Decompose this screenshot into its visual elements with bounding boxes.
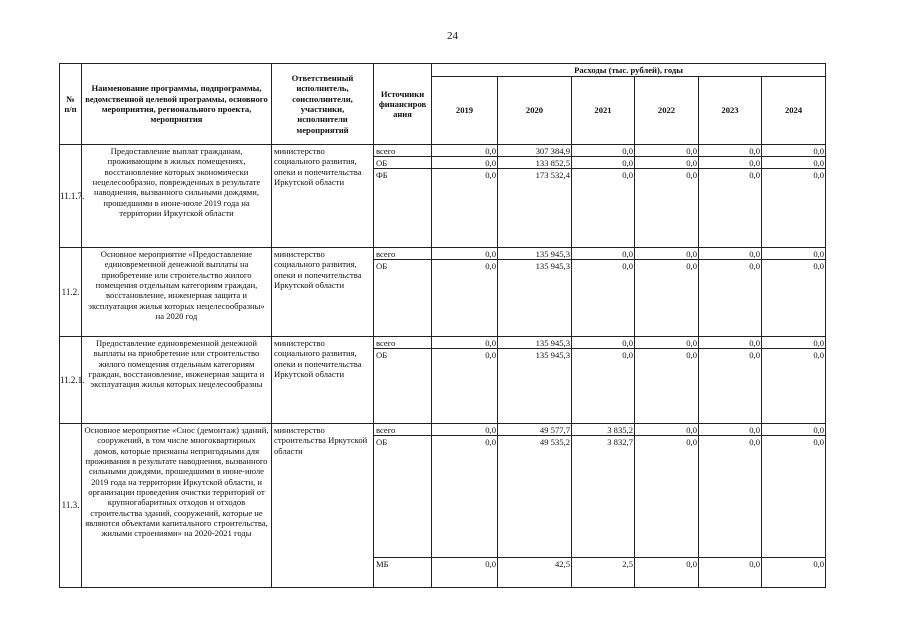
amount-value: 0,0	[762, 337, 825, 349]
amount-value: 0,0	[432, 248, 497, 260]
value-cell	[432, 337, 498, 424]
amount-value: 0,0	[635, 157, 698, 169]
value-cell	[432, 145, 498, 248]
row-name: Основное мероприятие «Снос (демонтаж) зданий, сооружений, в том числе многоквартирных домов, которые признаны непригодными для проживания в результате наводнения, вызванного сильными дождями, прошедшими в июне-июле 2019 года на территории Иркутской области, и организации проведения очистки территорий от крупногабаритных отходов и отходов строительства зданий, сооружений, которые не являются объектами капитального строительства, жилыми строениями» на 2020-2021 годы	[82, 424, 272, 588]
amount-value: 0,0	[635, 337, 698, 349]
value-cell	[699, 145, 762, 248]
amount-value: 0,0	[686, 261, 697, 272]
header-year: 2020	[498, 77, 572, 145]
amount-value: 135 945,3	[535, 261, 570, 272]
source-cell	[374, 145, 432, 248]
amount-value: 0,0	[699, 157, 761, 169]
amount-value: 135 945,3	[498, 337, 571, 349]
amount-value: 0,0	[572, 145, 634, 157]
amount-value: 42,5	[498, 557, 571, 587]
amount-value: 0,0	[749, 261, 760, 272]
value-cell	[762, 248, 826, 337]
amount-value: 0,0	[762, 557, 825, 587]
value-cell	[572, 424, 635, 588]
amount-value: 0,0	[686, 170, 697, 181]
amount-value: 0,0	[699, 337, 761, 349]
amount-value: 0,0	[635, 424, 698, 436]
row-number: 11.2.	[60, 248, 82, 337]
amount-value: 0,0	[813, 437, 825, 448]
value-cell	[572, 337, 635, 424]
amount-value: 0,0	[686, 350, 697, 361]
source-label: всего	[374, 424, 431, 436]
row-name: Основное мероприятие «Предоставление единовременной денежной выплаты на приобретение или строительство жилого помещения отдельным категориям граждан, восстановление, инженерная защита и эксплуатация жилья которых нецелесообразны» на 2020 год	[82, 248, 272, 337]
header-source: Источники финансиров ания	[374, 64, 432, 145]
source-label: ФБ	[376, 170, 388, 181]
amount-value: 49 535,2	[539, 437, 570, 448]
source-label: всего	[374, 248, 431, 260]
row-name: Предоставление единовременной денежной выплаты на приобретение или строительство жилого помещения отдельным категориям граждан, восстановление, инженерная защита и эксплуатация жилья которых нецелесообразны	[82, 337, 272, 424]
amount-value: 0,0	[686, 437, 697, 448]
amount-value: 2,5	[572, 557, 634, 587]
amount-value: 0,0	[432, 337, 497, 349]
amount-value: 0,0	[699, 557, 761, 587]
table-row	[60, 337, 826, 424]
amount-value: 133 852,5	[498, 157, 571, 169]
row-responsible: министерство строительства Иркутской области	[272, 424, 374, 588]
value-cell	[762, 337, 826, 424]
amount-value: 0,0	[485, 350, 496, 361]
value-cell	[635, 145, 699, 248]
amount-value: 0,0	[485, 261, 496, 272]
source-cell	[374, 337, 432, 424]
amount-value: 0,0	[749, 437, 760, 448]
amount-value: 135 945,3	[498, 248, 571, 260]
amount-value: 0,0	[762, 157, 825, 169]
row-number: 11.3.	[60, 424, 82, 588]
value-cell	[762, 424, 826, 588]
amount-value: 0,0	[622, 261, 633, 272]
amount-value: 0,0	[699, 424, 761, 436]
source-label: всего	[374, 337, 431, 349]
header-expenses: Расходы (тыс. рублей), годы	[432, 64, 826, 77]
amount-value: 0,0	[699, 248, 761, 260]
value-cell	[635, 424, 699, 588]
amount-value: 0,0	[572, 157, 634, 169]
row-responsible: министерство социального развития, опеки и попечительства Иркутской области	[272, 145, 374, 248]
table-row	[60, 424, 826, 588]
amount-value: 0,0	[485, 170, 496, 181]
amount-value: 0,0	[432, 424, 497, 436]
value-cell	[699, 337, 762, 424]
value-cell	[572, 145, 635, 248]
amount-value: 0,0	[635, 557, 698, 587]
source-label: ОБ	[376, 437, 388, 448]
amount-value: 0,0	[622, 170, 633, 181]
amount-value: 3 832,7	[607, 437, 633, 448]
value-cell	[635, 248, 699, 337]
amount-value: 0,0	[762, 248, 825, 260]
value-cell	[498, 337, 572, 424]
page-number: 24	[447, 30, 458, 42]
row-name: Предоставление выплат гражданам, проживающим в жилых помещениях, восстановление которых экономически нецелесообразно, поврежденных в результате наводнения, вызванного сильными дождями, прошедшими в июне-июле 2019 года на территории Иркутской области	[82, 145, 272, 248]
source-label: ОБ	[376, 261, 388, 272]
table-row	[60, 145, 826, 248]
amount-value: 0,0	[813, 350, 825, 361]
amount-value: 0,0	[813, 170, 825, 181]
budget-table	[59, 63, 826, 588]
row-number: 11.1.7.	[60, 145, 82, 248]
header-responsible: Ответственный исполнитель, соисполнители, участники, исполнители мероприятий	[272, 64, 374, 145]
header-name: Наименование программы, подпрограммы, ведомственной целевой программы, основного мероприятия, регионального проекта, мероприятия	[82, 64, 272, 145]
row-number: 11.2.1.	[60, 337, 82, 424]
value-cell	[572, 248, 635, 337]
source-cell	[374, 248, 432, 337]
header-year: 2024	[762, 77, 826, 145]
amount-value: 0,0	[635, 248, 698, 260]
amount-value: 173 532,4	[535, 170, 570, 181]
amount-value: 49 577,7	[498, 424, 571, 436]
amount-value: 0,0	[432, 157, 497, 169]
source-label: всего	[374, 145, 431, 157]
header-year: 2019	[432, 77, 498, 145]
value-cell	[762, 145, 826, 248]
header-num: № п/п	[60, 64, 82, 145]
amount-value: 0,0	[572, 337, 634, 349]
source-label: ОБ	[376, 350, 388, 361]
amount-value: 0,0	[749, 350, 760, 361]
amount-value: 0,0	[622, 350, 633, 361]
amount-value: 0,0	[635, 145, 698, 157]
source-label: ОБ	[374, 157, 431, 169]
header-year: 2022	[635, 77, 699, 145]
header-year: 2021	[572, 77, 635, 145]
value-cell	[432, 424, 498, 588]
amount-value: 0,0	[762, 424, 825, 436]
value-cell	[699, 248, 762, 337]
row-responsible: министерство социального развития, опеки и попечительства Иркутской области	[272, 337, 374, 424]
header-year: 2023	[699, 77, 762, 145]
row-responsible: министерство социального развития, опеки и попечительства Иркутской области	[272, 248, 374, 337]
amount-value: 0,0	[762, 145, 825, 157]
value-cell	[432, 248, 498, 337]
source-label: МБ	[374, 557, 431, 587]
amount-value: 3 835,2	[572, 424, 634, 436]
table-row	[60, 248, 826, 337]
value-cell	[498, 424, 572, 588]
amount-value: 0,0	[432, 557, 497, 587]
amount-value: 0,0	[432, 145, 497, 157]
amount-value: 0,0	[485, 437, 496, 448]
amount-value: 0,0	[699, 145, 761, 157]
value-cell	[699, 424, 762, 588]
value-cell	[498, 248, 572, 337]
amount-value: 135 945,3	[535, 350, 570, 361]
amount-value: 0,0	[749, 170, 760, 181]
amount-value: 0,0	[572, 248, 634, 260]
amount-value: 0,0	[813, 261, 825, 272]
value-cell	[498, 145, 572, 248]
amount-value: 307 384,9	[498, 145, 571, 157]
value-cell	[635, 337, 699, 424]
source-cell	[374, 424, 432, 588]
